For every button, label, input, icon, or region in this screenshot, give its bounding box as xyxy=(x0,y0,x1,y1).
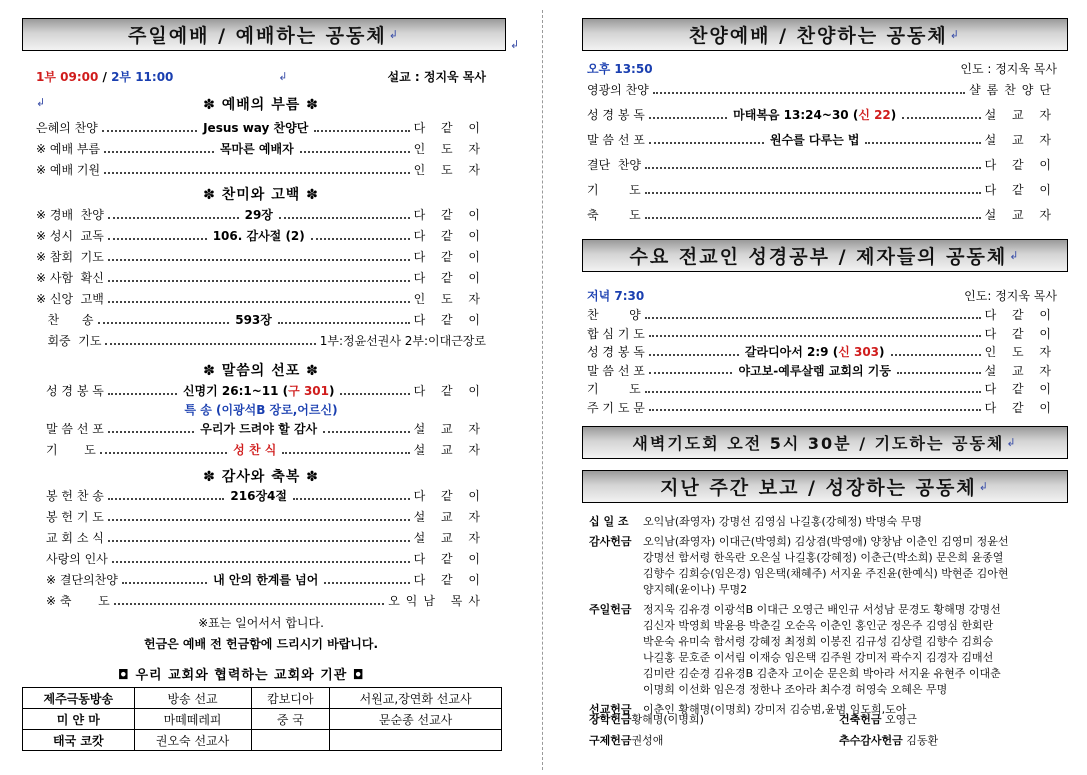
order-content: 내 안의 한계를 넘어 xyxy=(213,573,319,587)
report-pair-row: 장학헌금황해명(이명희) 건축헌금 오영근 xyxy=(589,713,917,726)
order-role: 설 교 자 xyxy=(984,208,1057,222)
order-label: 말 씀 선 포 xyxy=(587,133,645,147)
order-row xyxy=(587,204,1057,225)
order-role: 다 같 이 xyxy=(984,326,1057,341)
order-role: 설 교 자 xyxy=(413,531,486,545)
order-content: 29장 xyxy=(244,208,273,222)
order-row xyxy=(587,154,1057,175)
order-role: 다 같 이 xyxy=(413,121,487,135)
order-role: 다 같 이 xyxy=(413,229,486,243)
order-content: 야고보-예루살렘 교회의 기둥 xyxy=(738,363,891,378)
order-label: 봉 헌 찬 송 xyxy=(46,489,104,503)
order-role: 다 같 이 xyxy=(413,552,486,566)
partners-cell: 제주극동방송 xyxy=(23,688,135,709)
order-content: 성 찬 식 xyxy=(233,443,277,457)
wed-leader: 인도: 정지욱 목사 xyxy=(964,289,1057,303)
section-word: ✽ 말씀의 선포 ✽ xyxy=(203,363,319,379)
special-song: 특 송 (이광석B 장로,어르신) xyxy=(184,403,338,417)
dawn-prayer-title: 새벽기도회 오전 5시 30분 / 기도하는 공동체 ↲ xyxy=(582,426,1068,459)
order-row xyxy=(46,590,486,611)
partners-cell: 태국 코캇 xyxy=(23,730,135,751)
wed-time: 저녁 7:30 xyxy=(587,289,645,303)
order-label: 성 경 봉 독 xyxy=(587,108,645,122)
order-row xyxy=(36,267,486,288)
order-role: 설 교 자 xyxy=(413,422,486,436)
order-row xyxy=(46,418,486,439)
order-role: 다 같 이 xyxy=(984,400,1057,415)
service-separator: / xyxy=(98,69,112,84)
order-row xyxy=(36,330,486,351)
wednesday-study-title: 수요 전교인 성경공부 / 제자들의 공동체 ↲ xyxy=(582,239,1068,272)
order-role: 다 같 이 xyxy=(413,489,486,503)
order-label: 봉 헌 기 도 xyxy=(46,510,104,524)
report-line: 선교헌금 이춘인 황해명(이명희) 강미저 김승범,윤범 임도희,도아 xyxy=(589,703,907,716)
report-line: 김신자 박영희 박윤용 박춘길 오순옥 이춘인 홍인군 정은주 김영심 한회란 xyxy=(643,619,994,632)
order-row xyxy=(46,569,486,590)
partners-cell: 마떼떼레피 xyxy=(134,709,251,730)
order-row xyxy=(36,246,486,267)
order-row xyxy=(587,79,1057,100)
order-role: 설 교 자 xyxy=(413,443,486,457)
order-role: 다 같 이 xyxy=(413,271,486,285)
order-role: 인 도 자 xyxy=(413,292,486,306)
report-line: 강명선 함서령 한옥란 오은실 나길홍(강혜정) 이춘근(박소희) 문은희 윤종열 xyxy=(643,551,1004,564)
order-role: 다 같 이 xyxy=(413,250,486,264)
order-label: 교 회 소 식 xyxy=(46,531,104,545)
order-row xyxy=(36,138,486,159)
report-line: 이명희 이선화 임은경 정한나 조아라 최수경 허영숙 오혜은 무명 xyxy=(643,683,948,696)
order-label: 찬 양 xyxy=(587,308,641,322)
order-label: ※ 참회 기도 xyxy=(36,250,104,264)
report-line: 김향수 김희승(임은경) 임은택(채혜주) 서지윤 주진윤(한예식) 박현준 김아현 xyxy=(643,567,1009,580)
order-role: 인 도 자 xyxy=(413,163,486,177)
order-row xyxy=(36,309,486,330)
offering-note: 헌금은 예배 전 헌금함에 드리시기 바랍니다. xyxy=(143,637,379,651)
partners-cell: 중 국 xyxy=(251,709,330,730)
order-role: 오익남 목사 xyxy=(388,594,486,608)
partners-cell: 방송 선교 xyxy=(134,688,251,709)
order-content: 216장4절 xyxy=(230,489,287,503)
partners-cell: 서원교,장연화 선교사 xyxy=(330,688,502,709)
report-line: 양지혜(윤이나) 무명2 xyxy=(643,583,748,596)
order-row xyxy=(46,439,486,460)
order-label: 합 심 기 도 xyxy=(587,326,645,341)
order-role: 다 같 이 xyxy=(413,313,487,327)
order-role: 다 같 이 xyxy=(984,308,1057,322)
order-label: ※ 예배 기원 xyxy=(36,163,101,177)
section-praise-confession: ✽ 찬미와 고백 ✽ xyxy=(203,187,319,203)
preacher-label: 설교 : 정지욱 목사 xyxy=(387,70,486,84)
order-label: 축 도 xyxy=(587,208,641,222)
partners-row xyxy=(23,709,502,730)
order-label: 사랑의 인사 xyxy=(46,552,108,566)
service2-time: 2부 11:00 xyxy=(111,70,174,84)
report-line: 김미란 김순경 김유경B 김춘자 고이순 문은희 박아라 서지윤 유현주 이대춘 xyxy=(643,667,1001,680)
order-row xyxy=(46,548,486,569)
partners-cell: 캄보디아 xyxy=(251,688,330,709)
order-role: 다 같 이 xyxy=(413,573,486,587)
order-content: 106. 감사절 (2) xyxy=(212,229,305,243)
order-label: ※ 예배 부름 xyxy=(36,142,101,156)
partners-table xyxy=(22,687,502,751)
report-line: 십 일 조 오익남(좌영자) 강명선 김영심 나길홍(강혜정) 박명숙 무명 xyxy=(589,515,923,528)
order-role: 1부:정윤선권사 2부:이대근장로 xyxy=(319,334,486,348)
partners-cell xyxy=(251,730,330,751)
pm-time-row xyxy=(587,58,1057,79)
order-role: 다 같 이 xyxy=(984,158,1057,172)
order-content: 갈라디아서 2:9 (신 303) xyxy=(744,345,885,359)
return-mark: ↲ xyxy=(36,96,46,109)
order-content: 우리가 드려야 할 감사 xyxy=(200,422,318,436)
order-row: 성 경 봉 독 신명기 26:1~11 (구 301) 다 같 이 xyxy=(46,384,487,398)
order-content: 593장 xyxy=(235,313,272,327)
order-role: 다 같 이 xyxy=(413,208,487,222)
order-label: 말 씀 선 포 xyxy=(46,422,104,436)
order-label: ※ 성시 교독 xyxy=(36,229,104,243)
order-label: ※ 신앙 고백 xyxy=(36,292,104,306)
report-line: 주일헌금 정지욱 김유경 이광석B 이대근 오영근 배인규 서성남 문경도 황해명 강명선 xyxy=(589,603,1001,616)
partners-title: ◘ 우리 교회와 협력하는 교회와 기관 ◘ xyxy=(118,668,365,683)
order-label: 기 도 xyxy=(46,443,96,457)
weekly-report-title: 지난 주간 보고 / 성장하는 공동체 ↲ xyxy=(582,470,1068,503)
right-column xyxy=(545,0,1087,775)
report-line: 박운숙 유미숙 함서령 강혜정 최정희 이봉진 김규성 김상렬 김향수 김희승 xyxy=(643,635,994,648)
order-content: 원수를 다루는 법 xyxy=(769,133,860,147)
order-label: 주 기 도 문 xyxy=(587,400,645,415)
order-row xyxy=(36,288,486,309)
order-role: 설 교 자 xyxy=(413,510,486,524)
order-label: 찬 송 xyxy=(36,313,94,327)
pm-time: 오후 13:50 xyxy=(587,62,653,76)
order-role: 설 교 자 xyxy=(984,108,1058,122)
order-label: 영광의 찬양 xyxy=(587,83,649,97)
order-role: 인 도 자 xyxy=(413,142,487,156)
partners-row xyxy=(23,688,502,709)
partners-cell: 권오숙 선교사 xyxy=(134,730,251,751)
order-role: 다 같 이 xyxy=(984,183,1057,197)
order-label: 은혜의 찬양 xyxy=(36,121,98,135)
order-label: 기 도 xyxy=(587,382,641,396)
order-label: ※ 결단의찬양 xyxy=(46,573,118,587)
order-row xyxy=(36,204,486,225)
order-row xyxy=(587,397,1057,418)
order-content: Jesus way 찬양단 xyxy=(203,121,309,135)
sunday-worship-title: 주일예배 / 예배하는 공동체 ↲ xyxy=(22,18,506,51)
praise-worship-title: 찬양예배 / 찬양하는 공동체 ↲ xyxy=(582,18,1068,51)
partners-cell xyxy=(330,730,502,751)
order-row xyxy=(587,179,1057,200)
order-row xyxy=(36,159,486,180)
order-label: ※ 사함 확신 xyxy=(36,271,104,285)
order-role: 설 교 자 xyxy=(984,133,1058,147)
order-row xyxy=(36,225,486,246)
order-label: ※ 경배 찬양 xyxy=(36,208,104,222)
service1-time: 1부 09:00 xyxy=(36,70,99,84)
order-content: 마태복음 13:24~30 (신 22) xyxy=(733,108,897,122)
order-row xyxy=(587,129,1057,150)
stand-note: ※표는 일어서서 합니다. xyxy=(198,616,324,630)
order-content: 목마른 예배자 xyxy=(219,142,294,156)
order-label: 결단 찬양 xyxy=(587,158,641,172)
order-row xyxy=(46,485,486,506)
order-label: 회중 기도 xyxy=(36,334,102,348)
order-label: 기 도 xyxy=(587,183,641,197)
service-time-row xyxy=(36,66,486,87)
order-role: 설 교 자 xyxy=(984,363,1058,378)
report-pair-row: 구제헌금권성애 추수감사헌금 김동환 xyxy=(589,734,939,747)
report-line: 나길홍 문호준 이서림 이재승 임은택 김주원 강미저 곽수지 김경자 김매선 xyxy=(643,651,994,664)
order-row xyxy=(36,117,486,138)
partners-cell: 문순종 선교사 xyxy=(330,709,502,730)
order-label: 말 씀 선 포 xyxy=(587,363,645,378)
return-mark: ↲ xyxy=(388,28,400,41)
wed-time-row xyxy=(587,285,1057,306)
order-row xyxy=(46,527,486,548)
order-row xyxy=(46,506,486,527)
order-role: 샬롬찬양단 xyxy=(969,83,1057,97)
pm-leader: 인도 : 정지욱 목사 xyxy=(960,62,1057,76)
partners-cell: 미 얀 마 xyxy=(23,709,135,730)
order-row xyxy=(587,104,1057,125)
order-role: 인 도 자 xyxy=(984,345,1057,359)
order-label: ※ 축 도 xyxy=(46,594,110,608)
left-column xyxy=(0,0,540,775)
return-mark: ↲ xyxy=(278,70,288,83)
report-line: 감사헌금 오익남(좌영자) 이대근(박영희) 김상겸(박영애) 양창남 이춘인 김영미 정윤선 xyxy=(589,535,1009,548)
section-call-to-worship: ✽ 예배의 부름 ✽ xyxy=(203,97,319,113)
return-mark: ↲ xyxy=(510,38,520,51)
order-label: 성 경 봉 독 xyxy=(587,345,645,359)
column-divider xyxy=(542,10,543,770)
section-thanks-blessing: ✽ 감사와 축복 ✽ xyxy=(203,469,319,485)
partners-row xyxy=(23,730,502,751)
order-role: 다 같 이 xyxy=(984,382,1057,396)
